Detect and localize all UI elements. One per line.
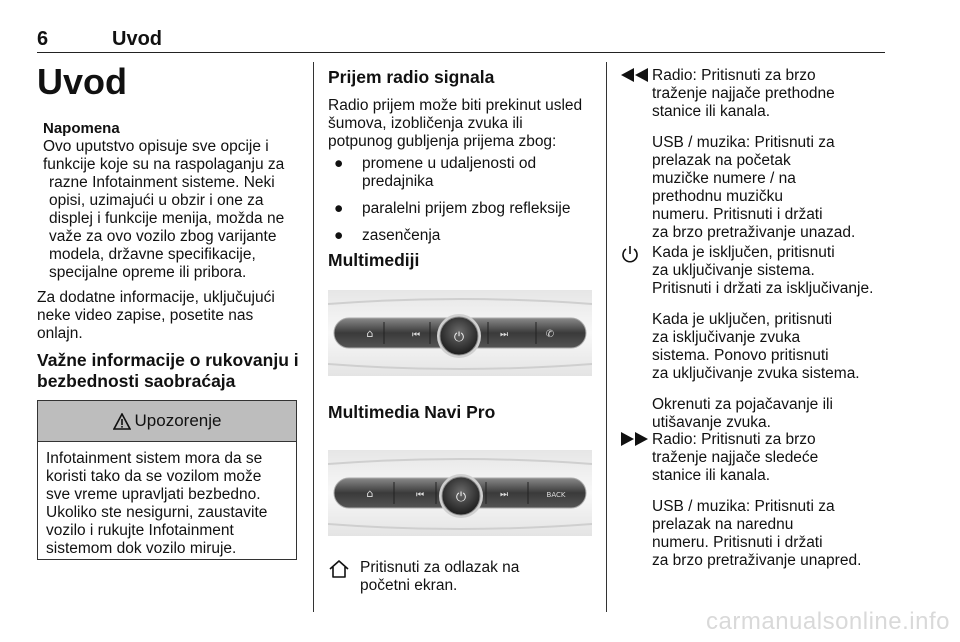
power-line: sistema. Ponovo pritisnuti xyxy=(652,347,829,364)
prev-usb-line: muzičke numere / na xyxy=(652,170,796,187)
power-icon xyxy=(620,244,652,432)
warning-line: sve vreme upravljati bezbedno. xyxy=(46,486,261,503)
next-description xyxy=(620,431,888,570)
home-description xyxy=(328,559,596,595)
bullet-icon: ● xyxy=(334,227,344,244)
prev-usb-line: prelazak na početak xyxy=(652,152,791,169)
note-line: razne Infotainment sisteme. Neki xyxy=(49,174,275,191)
radio-line: Radio prijem može biti prekinut usled xyxy=(328,97,583,114)
note-line: specijalne opreme ili pribora. xyxy=(49,264,247,281)
power-line: Okrenuti za pojačavanje ili xyxy=(652,396,833,413)
next-usb-line: za brzo pretraživanje unapred. xyxy=(652,552,862,569)
next-radio-line: stanice ili kanala. xyxy=(652,467,771,484)
page-title: Uvod xyxy=(37,61,127,102)
warning-icon xyxy=(113,413,131,430)
svg-text:⏮: ⏮ xyxy=(415,490,425,500)
list-item xyxy=(328,155,596,191)
radio-line: šumova, izobličenja zvuka ili xyxy=(328,115,523,132)
warning-line: Ukoliko ste nesigurni, zaustavite xyxy=(46,504,268,521)
warning-line: vozilo i rukujte Infotainment xyxy=(46,522,234,539)
next-radio-line: traženje najjače sledeće xyxy=(652,449,819,466)
home-icon xyxy=(328,559,360,595)
watermark: carmanualsonline.info xyxy=(706,608,950,635)
note-line: funkcije koje su na raspolaganju za xyxy=(43,156,285,173)
warning-body xyxy=(38,442,296,566)
svg-text:⏻: ⏻ xyxy=(455,490,467,505)
note-line: modela, državne specifikacije, xyxy=(49,246,256,263)
rewind-icon xyxy=(620,67,652,242)
prev-usb-line: za brzo pretraživanje unazad. xyxy=(652,224,856,241)
list-item xyxy=(328,227,596,245)
bullet-text: promene u udaljenosti od xyxy=(362,155,537,172)
power-line: Kada je uključen, pritisnuti xyxy=(652,311,833,328)
bullet-text: predajnika xyxy=(362,173,434,190)
next-radio-line: Radio: Pritisnuti za brzo xyxy=(652,431,816,448)
warning-line: Infotainment sistem mora da se xyxy=(46,450,263,467)
note-heading: Napomena xyxy=(43,120,120,137)
next-usb-line: prelazak na narednu xyxy=(652,516,794,533)
svg-text:⏮: ⏮ xyxy=(411,330,421,340)
warning-line: koristi tako da se vozilom može xyxy=(46,468,262,485)
safety-heading xyxy=(37,350,299,392)
warning-header xyxy=(38,401,296,442)
next-usb-line: USB / muzika: Pritisnuti za xyxy=(652,498,835,515)
column-divider xyxy=(313,62,314,612)
info-paragraph xyxy=(37,289,299,343)
info-line: onlajn. xyxy=(37,325,83,342)
radio-paragraph xyxy=(328,97,596,151)
note-block xyxy=(37,120,299,282)
back-label: BACK xyxy=(546,491,566,499)
multimedia-heading: Multimediji xyxy=(328,250,420,270)
power-description xyxy=(620,244,890,432)
radio-heading: Prijem radio signala xyxy=(328,67,495,87)
section-title: Uvod xyxy=(112,28,162,50)
note-line: važe za ovo vozilo zbog varijante xyxy=(49,228,277,245)
note-line: displej i funkcije menija, možda ne xyxy=(49,210,285,227)
home-desc-line: Pritisnuti za odlazak na xyxy=(360,559,520,576)
bullet-icon: ● xyxy=(334,200,344,217)
radio-line: potpunog gubljenja prijema zbog: xyxy=(328,133,557,150)
page-number: 6 xyxy=(37,28,49,50)
svg-text:⌂: ⌂ xyxy=(366,487,374,500)
safety-heading-line: bezbednosti saobraćaja xyxy=(37,371,236,391)
fast-forward-icon xyxy=(620,431,652,570)
note-line: opisi, uzimajući u obzir i one za xyxy=(49,192,264,209)
bullet-text: paralelni prijem zbog refleksije xyxy=(362,200,571,217)
next-usb-line: numeru. Pritisnuti i držati xyxy=(652,534,823,551)
power-line: Pritisnuti i držati za isključivanje. xyxy=(652,280,874,297)
page-header xyxy=(37,26,885,53)
radio-bullet-list xyxy=(328,155,596,245)
svg-text:⌂: ⌂ xyxy=(366,327,374,340)
power-line: Kada je isključen, pritisnuti xyxy=(652,244,835,261)
bullet-text: zasenčenja xyxy=(362,227,441,244)
column-divider xyxy=(606,62,607,612)
previous-description xyxy=(620,67,888,242)
warning-box xyxy=(37,400,297,560)
warning-title: Upozorenje xyxy=(134,411,222,430)
warning-line: sistemom dok vozilo miruje. xyxy=(46,540,237,557)
list-item xyxy=(328,200,596,218)
info-line: neke video zapise, posetite nas xyxy=(37,307,254,324)
note-line: Ovo uputstvo opisuje sve opcije i xyxy=(43,138,269,155)
navi-pro-control-panel-image xyxy=(328,450,592,536)
svg-text:⏻: ⏻ xyxy=(453,330,465,345)
prev-radio-line: Radio: Pritisnuti za brzo xyxy=(652,67,816,84)
power-line: za uključivanje zvuka sistema. xyxy=(652,365,860,382)
safety-heading-line: Važne informacije o rukovanju i xyxy=(37,350,299,370)
multimedia-control-panel-image xyxy=(328,290,592,376)
power-line: za uključivanje sistema. xyxy=(652,262,815,279)
prev-usb-line: numeru. Pritisnuti i držati xyxy=(652,206,823,223)
prev-radio-line: traženje najjače prethodne xyxy=(652,85,835,102)
prev-radio-line: stanice ili kanala. xyxy=(652,103,771,120)
prev-usb-line: prethodnu muzičku xyxy=(652,188,783,205)
prev-usb-line: USB / muzika: Pritisnuti za xyxy=(652,134,835,151)
power-line: za isključivanje zvuka xyxy=(652,329,801,346)
svg-text:✆: ✆ xyxy=(545,329,555,340)
svg-text:⏭: ⏭ xyxy=(499,330,509,340)
bullet-icon: ● xyxy=(334,155,344,172)
home-desc-line: početni ekran. xyxy=(360,577,458,594)
info-line: Za dodatne informacije, uključujući xyxy=(37,289,275,306)
svg-text:⏭: ⏭ xyxy=(499,490,509,500)
power-line: utišavanje zvuka. xyxy=(652,414,771,431)
navi-heading: Multimedia Navi Pro xyxy=(328,402,496,422)
